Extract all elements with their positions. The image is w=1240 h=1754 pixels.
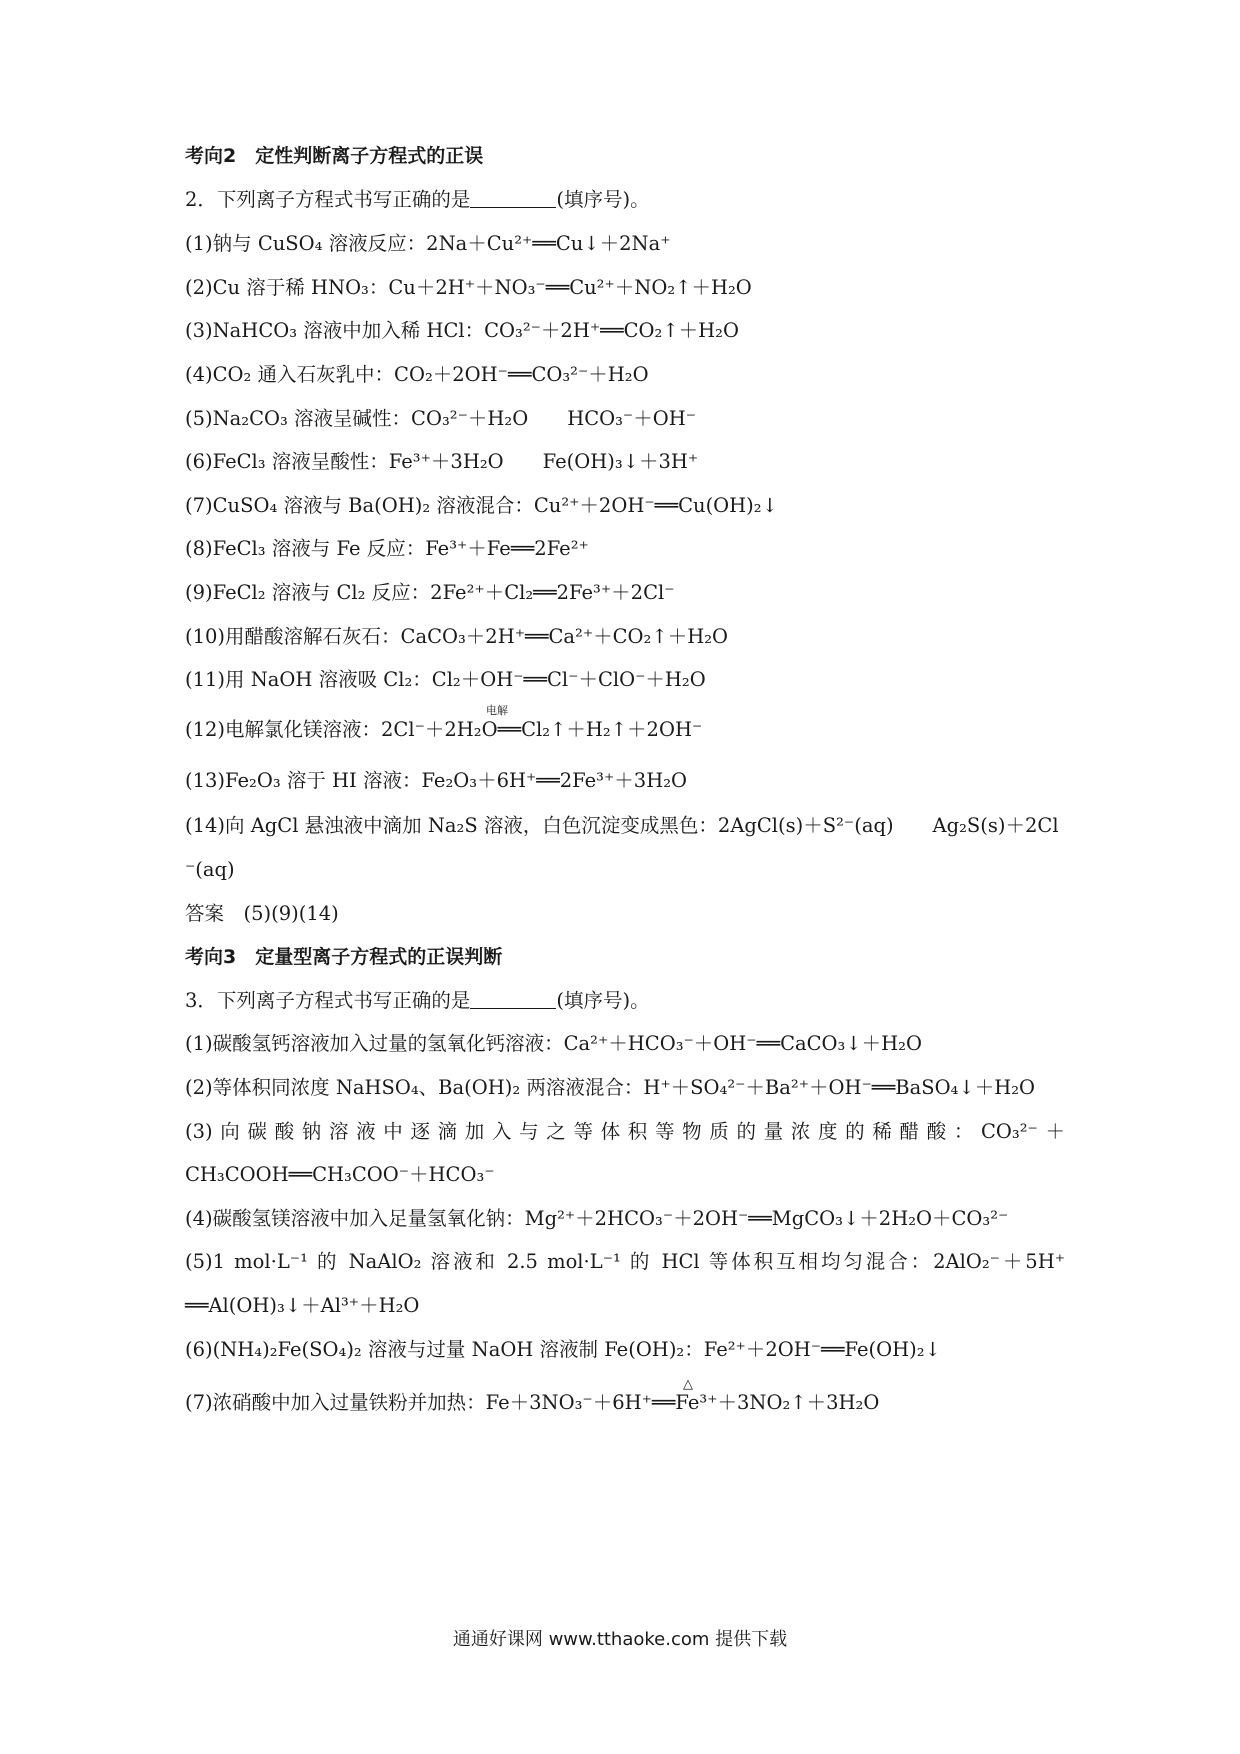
section2-heading: 考向2 定性判断离子方程式的正误 [185,145,484,167]
section2-item-11: (11)用 NaOH 溶液吸 Cl₂：Cl₂＋OH⁻══Cl⁻＋ClO⁻＋H₂O [185,668,706,691]
section2-item-3: (3)NaHCO₃ 溶液中加入稀 HCl：CO₃²⁻＋2H⁺══CO₂↑＋H₂O [185,319,739,342]
section3-item-4: (4)碳酸氢镁溶液中加入足量氢氧化钠：Mg²⁺＋2HCO₃⁻＋2OH⁻══MgCO₃↓＋2H₂O＋CO₃²⁻ [185,1207,1009,1230]
section2-question [185,187,1065,213]
section2-question-prefix: 2．下列离子方程式书写正确的是 [185,188,471,211]
section2-item-12: (12)电解氯化镁溶液：2Cl⁻＋2H₂O══Cl₂↑＋H₂↑＋2OH⁻ [185,718,703,741]
section3-item-5: (5)1 mol·L⁻¹ 的 NaAlO₂ 溶液和 2.5 mol·L⁻¹ 的 HCl 等体积互相均匀混合：2AlO₂⁻＋5H⁺ [185,1250,1065,1273]
section2-question-suffix: (填序号)。 [556,188,650,211]
section3-item-7: (7)浓硝酸中加入过量铁粉并加热：Fe＋3NO₃⁻＋6H⁺══Fe³⁺＋3NO₂↑＋3H₂O [185,1391,880,1414]
section2-item-7: (7)CuSO₄ 溶液与 Ba(OH)₂ 溶液混合：Cu²⁺＋2OH⁻══Cu(OH)₂↓ [185,494,778,517]
section2-item-1: (1)钠与 CuSO₄ 溶液反应：2Na＋Cu²⁺══Cu↓＋2Na⁺ [185,232,671,255]
section2-answer: 答案 (5)(9)(14) [185,902,339,925]
section2-item-4: (4)CO₂ 通入石灰乳中：CO₂＋2OH⁻══CO₃²⁻＋H₂O [185,363,649,386]
section3-item-3: (3)向碳酸钠溶液中逐滴加入与之等体积等物质的量浓度的稀醋酸：CO₃²⁻＋ [185,1120,1065,1143]
section2-item-14: (14)向 AgCl 悬浊液中滴加 Na₂S 溶液，白色沉淀变成黑色：2AgCl(s)＋S²⁻(aq) Ag₂S(s)＋2Cl [185,814,1059,837]
section3-question-prefix: 3．下列离子方程式书写正确的是 [185,989,471,1012]
section3-question [185,988,1065,1014]
section2-item-13: (13)Fe₂O₃ 溶于 HI 溶液：Fe₂O₃＋6H⁺══2Fe³⁺＋3H₂O [185,769,688,792]
section2-item-2: (2)Cu 溶于稀 HNO₃：Cu＋2H⁺＋NO₃⁻══Cu²⁺＋NO₂↑＋H₂O [185,276,752,299]
section3-item-6: (6)(NH₄)₂Fe(SO₄)₂ 溶液与过量 NaOH 溶液制 Fe(OH)₂：Fe²⁺＋2OH⁻══Fe(OH)₂↓ [185,1338,941,1361]
section2-item-10: (10)用醋酸溶解石灰石：CaCO₃＋2H⁺══Ca²⁺＋CO₂↑＋H₂O [185,625,729,648]
section2-item-14-continued: ⁻(aq) [185,858,235,881]
electrolysis-condition-label: 电解 [486,704,508,717]
section3-heading: 考向3 定量型离子方程式的正误判断 [185,946,503,968]
answer-blank [470,189,556,208]
section3-item-1: (1)碳酸氢钙溶液加入过量的氢氧化钙溶液：Ca²⁺＋HCO₃⁻＋OH⁻══CaCO₃↓＋H₂O [185,1032,922,1055]
section3-question-suffix: (填序号)。 [556,989,650,1012]
section3-item-2: (2)等体积同浓度 NaHSO₄、Ba(OH)₂ 两溶液混合：H⁺＋SO₄²⁻＋Ba²⁺＋OH⁻══BaSO₄↓＋H₂O [185,1076,1036,1099]
section3-item-5-continued: ══Al(OH)₃↓＋Al³⁺＋H₂O [185,1294,420,1317]
section2-item-6: (6)FeCl₃ 溶液呈酸性：Fe³⁺＋3H₂O Fe(OH)₃↓＋3H⁺ [185,450,699,473]
answer-blank [470,990,556,1009]
section2-item-9: (9)FeCl₂ 溶液与 Cl₂ 反应：2Fe²⁺＋Cl₂══2Fe³⁺＋2Cl⁻ [185,581,675,604]
section3-item-3-continued: CH₃COOH══CH₃COO⁻＋HCO₃⁻ [185,1163,495,1186]
heat-condition-label: △ [683,1377,693,1392]
section2-item-8: (8)FeCl₃ 溶液与 Fe 反应：Fe³⁺＋Fe══2Fe²⁺ [185,537,589,560]
page-footer: 通通好课网 www.tthaoke.com 提供下载 [452,1629,788,1650]
section2-item-5: (5)Na₂CO₃ 溶液呈碱性：CO₃²⁻＋H₂O HCO₃⁻＋OH⁻ [185,407,696,430]
